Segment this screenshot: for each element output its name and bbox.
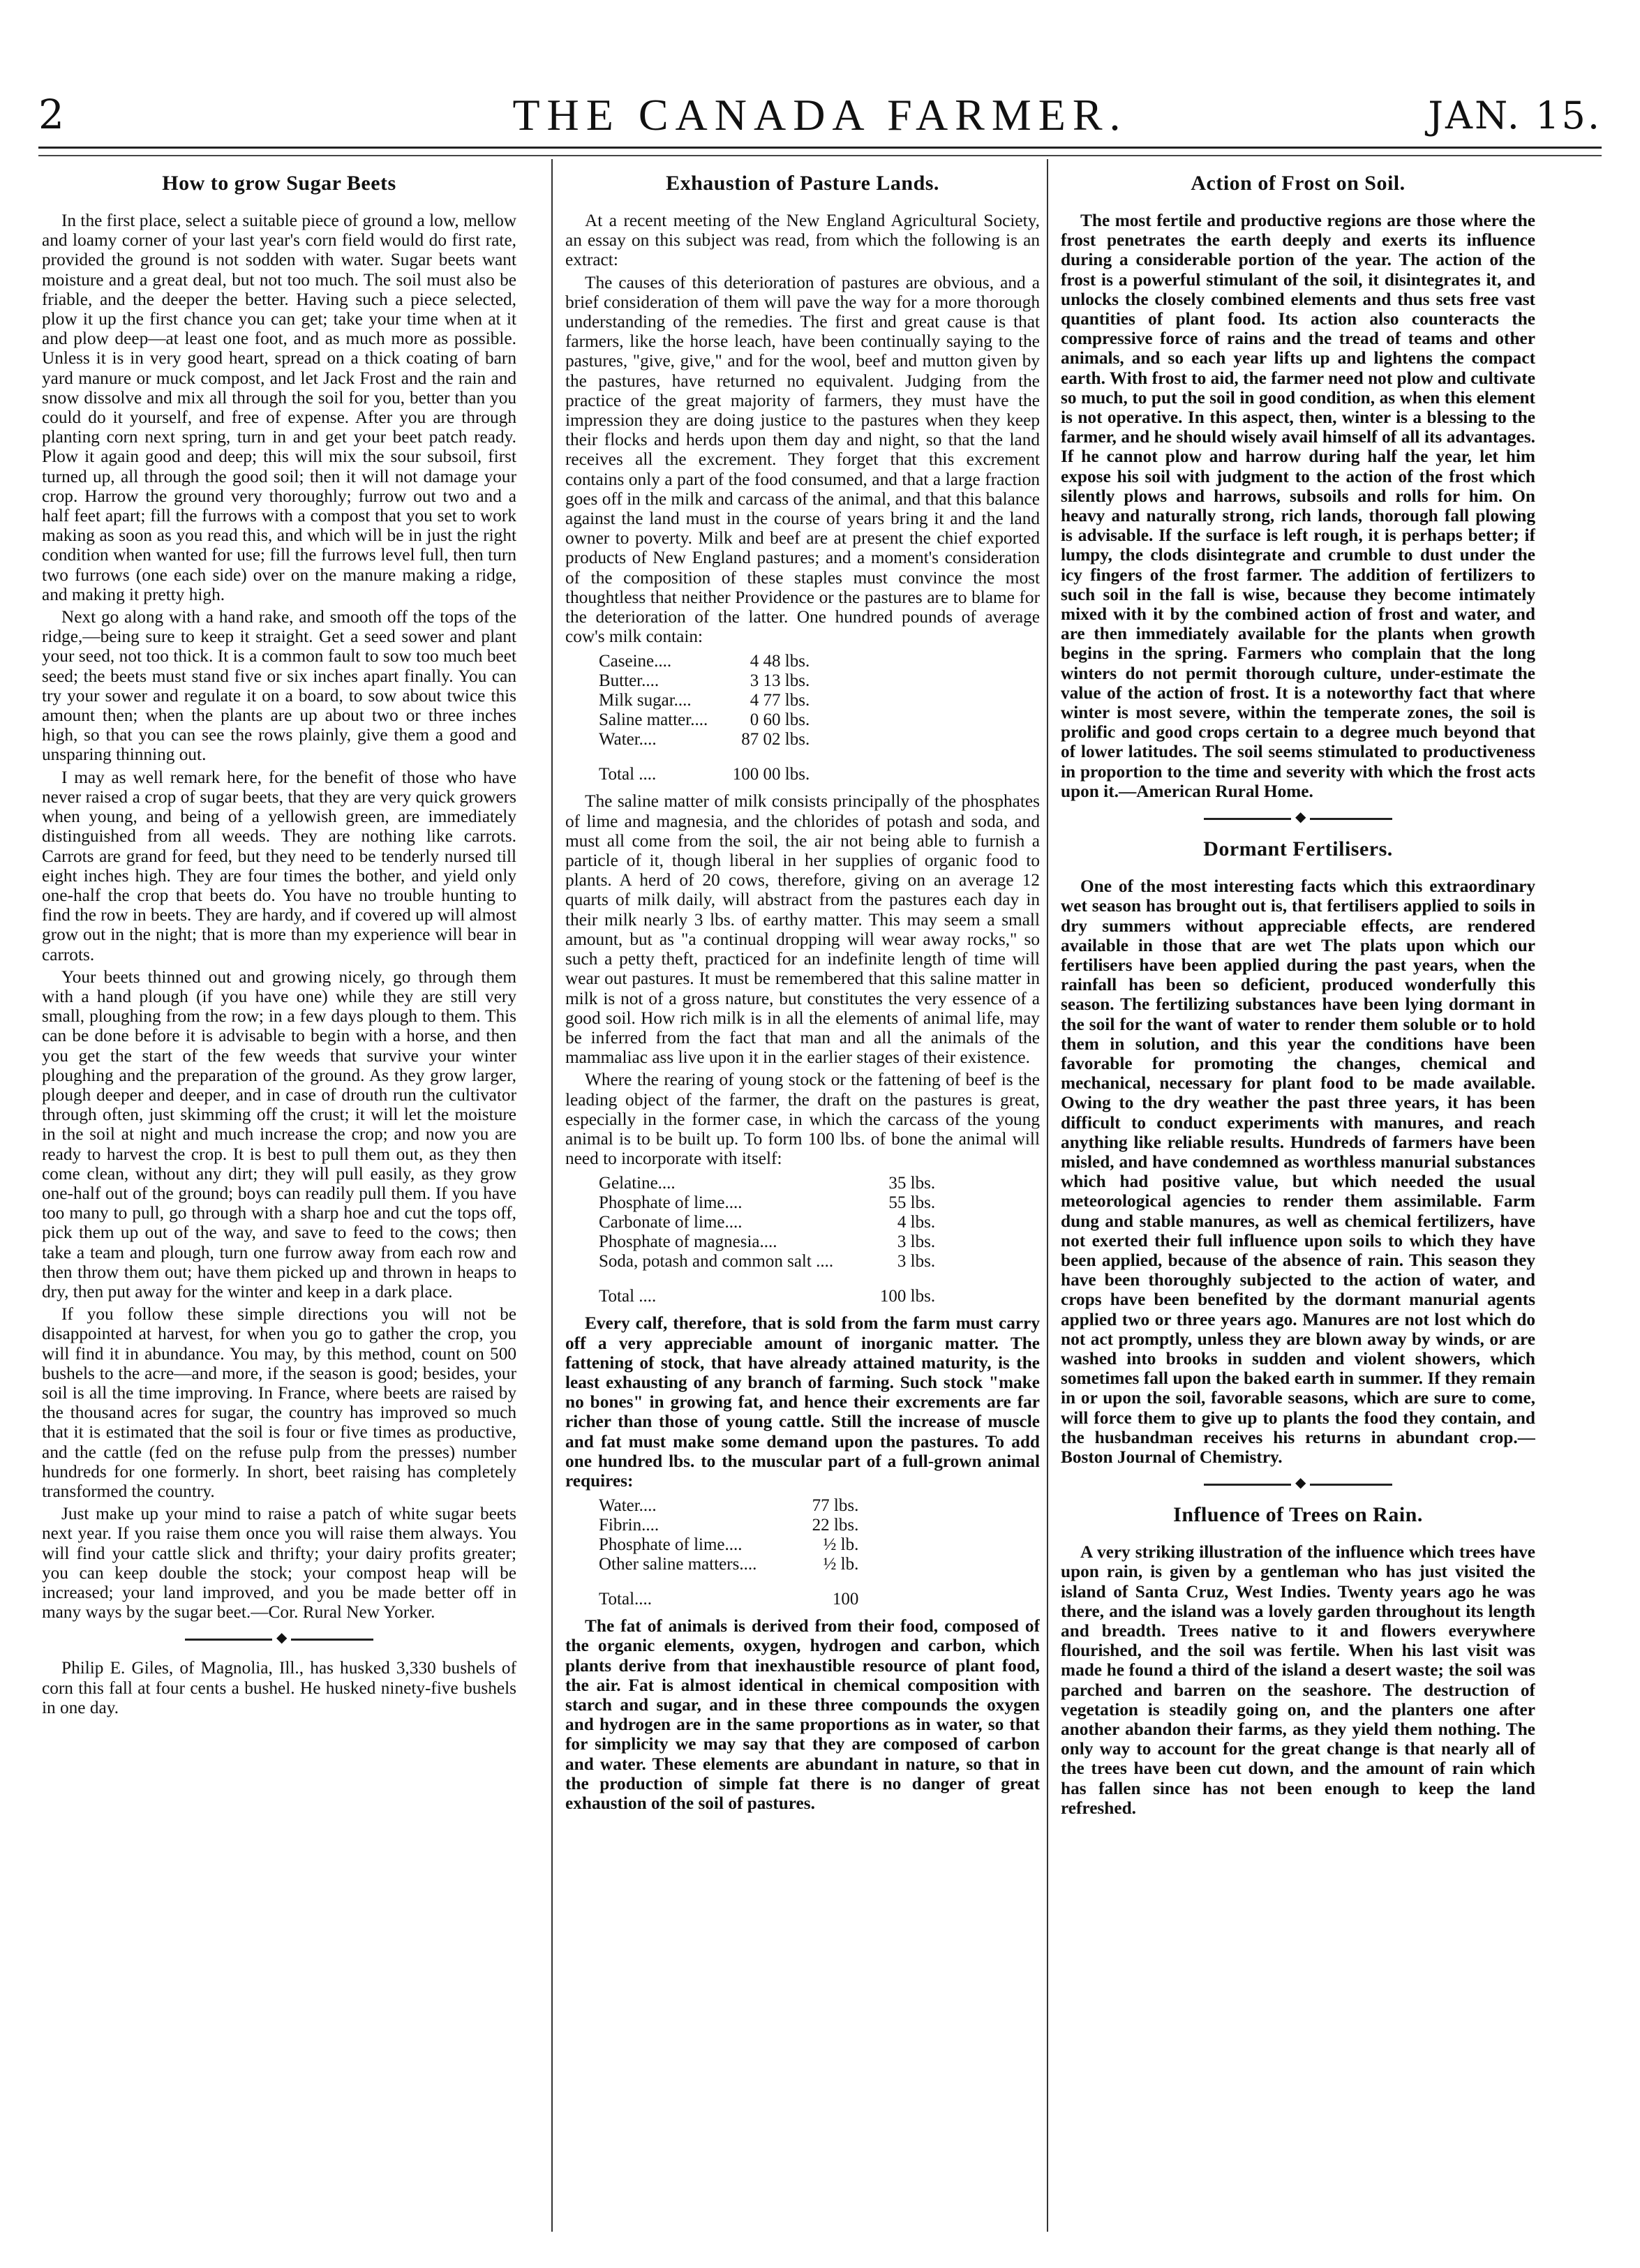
table-cell: 3 13 lbs.	[750, 671, 810, 691]
table-cell: Total ....	[599, 765, 657, 784]
table-cell: Milk sugar....	[599, 691, 692, 710]
table-row	[599, 1555, 863, 1574]
article-title: How to grow Sugar Beets	[162, 172, 396, 195]
section-separator	[185, 1636, 373, 1643]
article-title: Exhaustion of Pasture Lands.	[666, 172, 939, 195]
article-paragraph: I may as well remark here, for the benefit of those who have never raised a crop of sugar beets, that they are very quick growers when young, and being of a yellowish green, are immediately distinguished from all weeds. They are nothing like carrots. Carrots are grand for feed, but they need to be tenderly nursed till eight inches high. They are four times the bother, and yield only one-half the crop that beets do. You have no trouble hunting to find the row in beets. They are hardy, and if covered up will almost grow out in the night; that is more than my experience will bear in carrots.	[42, 767, 516, 964]
milk-composition-table	[599, 652, 814, 784]
article-paragraph: In the first place, select a suitable piece of ground a low, mellow and loamy corner of your last year's corn field would do first rate, provided the ground is not sodden with water. Sugar beets want moisture and a great deal, but not too much. The soil must also be friable, and the deeper the better. Having such a piece selected, plow it up the first chance you can get; take your time when at it and plow deep—at least one foot, and as much more as possible. Unless it is in very good heart, spread on a thick coating of barn yard manure or muck compost, and let Jack Frost and the rain and snow dissolve and mix all through the soil for you, better than you could do it yourself, and free of expense. After you are through planting corn next spring, turn in and get your beet patch ready. Plow it again good and deep; this will mix the sour subsoil, first turned up, all through the good soil; then it will not damage your crop. Harrow the ground very thoroughly; furrow out two and a half feet apart; fill the furrows with a compost that you set to work making as soon as you read this, and which will be in just the right condition when wanted for use; fill the furrows level full, then turn two furrows (one each side) over on the manure making a ridge, and making it pretty high.	[42, 211, 516, 604]
table-row	[599, 691, 814, 710]
table-cell: Soda, potash and common salt ....	[599, 1252, 834, 1271]
article-paragraph: If you follow these simple directions you will not be disappointed at harvest, for when you go to gather the crop, you will find it in abundance. You may, by this method, count on 500 bushels to the acre—and more, if the season is good; besides, your soil is all the time improving. In France, where beets are raised by the thousand acres for sugar, the country has improved so much that it is estimated that the soil is four or five times as productive, and the cattle (fed on the refuse pulp from the presses) number hundreds for one formerly. In short, beet raising has completely transformed the country.	[42, 1304, 516, 1501]
table-total-row	[599, 1271, 939, 1306]
bone-composition-table	[599, 1174, 939, 1306]
article-paragraph: The fat of animals is derived from their food, composed of the organic elements, oxygen, hydrogen and carbon, which plants derive from that inexhaustible resource of plant food, the air. Fat is almost identical in chemical composition with starch and sugar, and in these three compounds the oxygen and hydrogen are in the same proportions as in water, so that for simplicity we may say that they are composed of carbon and water. These elements are abundant in nature, so that in the production of simple fat there is no danger of great exhaustion of the soil of pastures.	[565, 1616, 1040, 1813]
article-paragraph: The causes of this deterioration of pastures are obvious, and a brief consideration of them will pave the way for a more thorough understanding of the remedies. The first and great cause is that farmers, like the horse leach, have been continually saying to the pastures, "give, give," and for the wool, beef and mutton given by the pastures, have returned no equivalent. Judging from the practice of the great majority of farmers, they must have the impression they are doing justice to the pastures when they keep their flocks and herds upon them day and night, so that the land receives all the excrement. They forget that this excrement contains only a part of the food consumed, and that a large fraction goes off in the milk and carcass of the animal, and that this balance against the land must in the course of years bring it and the land owner to poverty. Milk and beef are at present the chief exported products of New England pastures; and a moment's consideration of the composition of these staples must convince the most thoughtless that neither Providence or the pastures are to blame for the deterioration of the latter. One hundred pounds of average cow's milk contain:	[565, 272, 1040, 647]
table-cell: Gelatine....	[599, 1174, 676, 1193]
page-number: 2	[38, 91, 64, 138]
article-paragraph: Next go along with a hand rake, and smooth off the tops of the ridge,—being sure to keep it straight. Get a seed sower and plant your seed, not too thick. It is a common fault to sow too much beet seed; the beets must stand five or six inches apart finally. You can try your sower and regulate it on a board, to sow about twice this amount then; when the plants are up about two or three inches high, so that you can see the rows plainly, give them a good and unsparing thinning out.	[42, 607, 516, 765]
table-row	[599, 1193, 939, 1213]
article-paragraph: Just make up your mind to raise a patch of white sugar beets next year. If you raise them once you will raise them always. You will find your cattle slick and thrifty; your dairy profits greater; you can keep double the stock; your compost heap will be increased; your land improved, and you be made better off in many ways by the sugar beet.—Cor. Rural New Yorker.	[42, 1504, 516, 1622]
table-cell: 55 lbs.	[888, 1193, 936, 1213]
table-cell: Carbonate of lime....	[599, 1213, 743, 1232]
table-cell: Water....	[599, 1496, 657, 1516]
muscle-composition-table	[599, 1496, 863, 1609]
column-3	[1061, 167, 1535, 2212]
table-cell: ½ lb.	[823, 1535, 859, 1555]
table-cell: 100 lbs.	[879, 1287, 936, 1306]
article-title: Influence of Trees on Rain.	[1173, 1503, 1423, 1527]
table-cell: Total....	[599, 1590, 653, 1609]
table-cell: Phosphate of magnesia....	[599, 1232, 777, 1252]
table-cell: ½ lb.	[823, 1555, 859, 1574]
table-row	[599, 1232, 939, 1252]
table-cell: 22 lbs.	[812, 1516, 859, 1535]
table-cell: 100	[832, 1590, 859, 1609]
table-cell: 87 02 lbs.	[741, 730, 810, 749]
table-cell: Phosphate of lime....	[599, 1535, 743, 1555]
article-paragraph: Your beets thinned out and growing nicely, go through them with a hand plough (if you have one) while they are still very small, ploughing from the row; in a few days plough to them. This can be done before it is advisable to begin with a horse, and then you get the start of the few weeds that survive your winter ploughing and the preparation of the ground. As they grow larger, plough deeper and deeper, and in case of drouth run the cultivator through often, just skimming off the crust; it will let the moisture in the soil at night and much increase the crop; and now you are ready to harvest the crop. It is best to pull them out, as they then come clean, without any dirt; they will pull easily, as they grow one-half out of the ground; boys can readily pull them. If you have too many to pull, go through with a sharp hoe and cut the tops off, pick them up out of the way, and save to feed to the cows; then take a team and plough, turn one furrow away from each row and then throw them out; have them picked up and thrown in heaps to dry, then put away for the winter and keep in a dark place.	[42, 967, 516, 1301]
article-title: Dormant Fertilisers.	[1203, 837, 1393, 861]
table-row	[599, 1252, 939, 1271]
table-cell: Fibrin....	[599, 1516, 659, 1535]
table-cell: Other saline matters....	[599, 1555, 757, 1574]
table-cell: Total ....	[599, 1287, 657, 1306]
section-separator	[1204, 1481, 1392, 1488]
table-total-row	[599, 1574, 863, 1609]
news-note: Philip E. Giles, of Magnolia, Ill., has husked 3,330 bushels of corn this fall at four cents a bushel. He husked ninety-five bushels in one day.	[42, 1658, 516, 1717]
table-cell: 4 48 lbs.	[750, 652, 810, 671]
table-cell: Caseine....	[599, 652, 672, 671]
article-paragraph: The most fertile and productive regions are those where the frost penetrates the earth deeply and exerts its influence during a considerable portion of the year. The action of the frost is a powerful stimulant of the soil, it disintegrates it, and unlocks the closely combined elements and thus sets free vast quantities of plant food. Its action also counteracts the compressive force of rains and the tread of teams and other animals, and so each year lifts up and lightens the compact earth. With frost to aid, the farmer need not plow and cultivate so much, to put the soil in good condition, as when this element is not operative. In this aspect, then, winter is a blessing to the farmer, and he should wisely avail himself of all its advantages. If he cannot plow and harrow during half the year, let him expose his soil with judgment to the action of the frost which silently plows and harrows, subsoils and rolls for him. On heavy and naturally strong, rich lands, thorough fall plowing is advisable. If the surface is left rough, it is perhaps better; if lumpy, the clods disintegrate and crumble to dust under the icy fingers of the frost farmer. The addition of fertilizers to such soil in the fall is wise, because they become intimately mixed with it by the combined action of frost and water, and are then immediately available for the plants when growth begins in the spring. Farmers who complain that the long winters do not permit thorough culture, under-estimate the value of the action of frost. It is a noteworthy fact that where winter is most severe, within the temperate zones, the soil is prolific and good crops certain to a degree much beyond that of lower latitudes. The soil seems stimulated to productiveness in proportion to the time and severity with which the frost acts upon it.—American Rural Home.	[1061, 211, 1535, 801]
header-rule-thin	[38, 155, 1602, 156]
article-intro: At a recent meeting of the New England Agricultural Society, an essay on this subject was read, from which the following is an extract:	[565, 211, 1040, 270]
article-paragraph: Every calf, therefore, that is sold from the farm must carry off a very appreciable amount of inorganic matter. The fattening of stock, that have already attained maturity, is the least exhausting of any branch of farming. Such stock "make no bones" in growing fat, and hence their excrements are far richer than those of young cattle. Still the increase of muscle and fat must make some demand upon the pastures. To add one hundred lbs. to the muscular part of a full-grown animal requires:	[565, 1313, 1040, 1491]
table-cell: 3 lbs.	[897, 1232, 936, 1252]
table-row	[599, 1535, 863, 1555]
article-paragraph: One of the most interesting facts which this extraordinary wet season has brought out is, that fertilisers applied to soils in dry summers without appreciable effects, are rendered available in those that are wet The plats upon which our fertilisers have been applied during the past years, when the rainfall has been so deficient, produced wonderfully this season. The fertilizing substances have been lying dormant in the soil for the want of water to render them soluble or to hold them in solution, and this year the conditions have been favorable for promoting the changes, chemical and mechanical, necessary for plant food to be made available. Owing to the dry weather the past three years, it has been difficult to conduct experiments with manures, and reach anything like reliable results. Hundreds of farmers have been misled, and have condemned as worthless manurial substances which had positive value, but which needed the usual meteorological agencies to render them assimilable. Farm dung and stable manures, as well as chemical fertilizers, have not exerted their full influence upon soils to which they have been applied, because of the absence of rain. This season they have been thoroughly subjected to the action of water, and crops have been benefited by the dormant manurial agents applied two or three years ago. Manures are not lost which do not act promptly, unless they are blown away by winds, or are washed into brooks in sudden and violent showers, which sometimes fall upon the baked earth in summer. If they remain in or upon the soil, favorable seasons, which are sure to come, will force them to give up to plants the food they contain, and the husbandman receives his returns in abundant crop.—Boston Journal of Chemistry.	[1061, 876, 1535, 1467]
table-cell: Water....	[599, 730, 657, 749]
article-title: Action of Frost on Soil.	[1191, 172, 1406, 195]
table-row	[599, 671, 814, 691]
table-row	[599, 710, 814, 730]
table-cell: 4 77 lbs.	[750, 691, 810, 710]
table-cell: 3 lbs.	[897, 1252, 936, 1271]
table-cell: Saline matter....	[599, 710, 708, 730]
column-divider	[1047, 159, 1048, 2232]
issue-date: JAN. 15.	[1428, 94, 1602, 137]
article-paragraph: A very striking illustration of the influence which trees have upon rain, is given by a gentleman who has just visited the island of Santa Cruz, West Indies. Twenty years ago he was there, and the island was a lovely garden throughout its length and breadth. Trees native to it and flowers everywhere flourished, and the soil was fertile. When his last visit was made he found a third of the island a desert waste; the soil was parched and barren on the seashore. The destruction of vegetation is steadily going on, and the planters one after another abandon their farms, as they yield them nothing. The only way to account for the great change is that nearly all of the trees have been cut down, and the amount of rain which has fallen since has not been enough to keep the land refreshed.	[1061, 1542, 1535, 1818]
table-cell: 4 lbs.	[897, 1213, 936, 1232]
section-separator	[1204, 815, 1392, 822]
masthead	[38, 84, 1602, 147]
table-row	[599, 730, 814, 749]
table-cell: Butter....	[599, 671, 659, 691]
column-1	[42, 167, 516, 2212]
table-row	[599, 1516, 863, 1535]
table-cell: 77 lbs.	[812, 1496, 859, 1516]
article-paragraph: The saline matter of milk consists principally of the phosphates of lime and magnesia, and the chlorides of potash and soda, and must all come from the soil, the air not being able to furnish a particle of it, though liberal in her supplies of organic food to plants. A herd of 20 cows, therefore, giving on an average 12 quarts of milk daily, will abstract from the pastures each day in their milk nearly 3 lbs. of earthy matter. This may seem a small amount, but as "a continual dropping will wear away rocks," so such a petty theft, practiced for an indefinite length of time will wear out pastures. It must be remembered that this saline matter in milk is not of a gross nature, but constitutes the very essence of a good soil. How rich milk is in all the elements of animal life, may be inferred from the fact that man and all the animals of the mammaliac ass live upon it in the earlier stages of their existence.	[565, 791, 1040, 1068]
table-row	[599, 1213, 939, 1232]
table-cell: 35 lbs.	[888, 1174, 936, 1193]
table-row	[599, 1496, 863, 1516]
header-rule	[38, 147, 1602, 149]
table-cell: Phosphate of lime....	[599, 1193, 743, 1213]
newspaper-title: THE CANADA FARMER.	[512, 90, 1128, 140]
table-cell: 100 00 lbs.	[732, 765, 810, 784]
table-row	[599, 652, 814, 671]
table-cell: 0 60 lbs.	[750, 710, 810, 730]
column-divider	[551, 159, 553, 2232]
column-2	[565, 167, 1040, 2212]
article-paragraph: Where the rearing of young stock or the fattening of beef is the leading object of the farmer, the draft on the pastures is great, especially in the former case, in which the carcass of the young animal is to be built up. To form 100 lbs. of bone the animal will need to incorporate with itself:	[565, 1070, 1040, 1169]
table-total-row	[599, 749, 814, 784]
table-row	[599, 1174, 939, 1193]
